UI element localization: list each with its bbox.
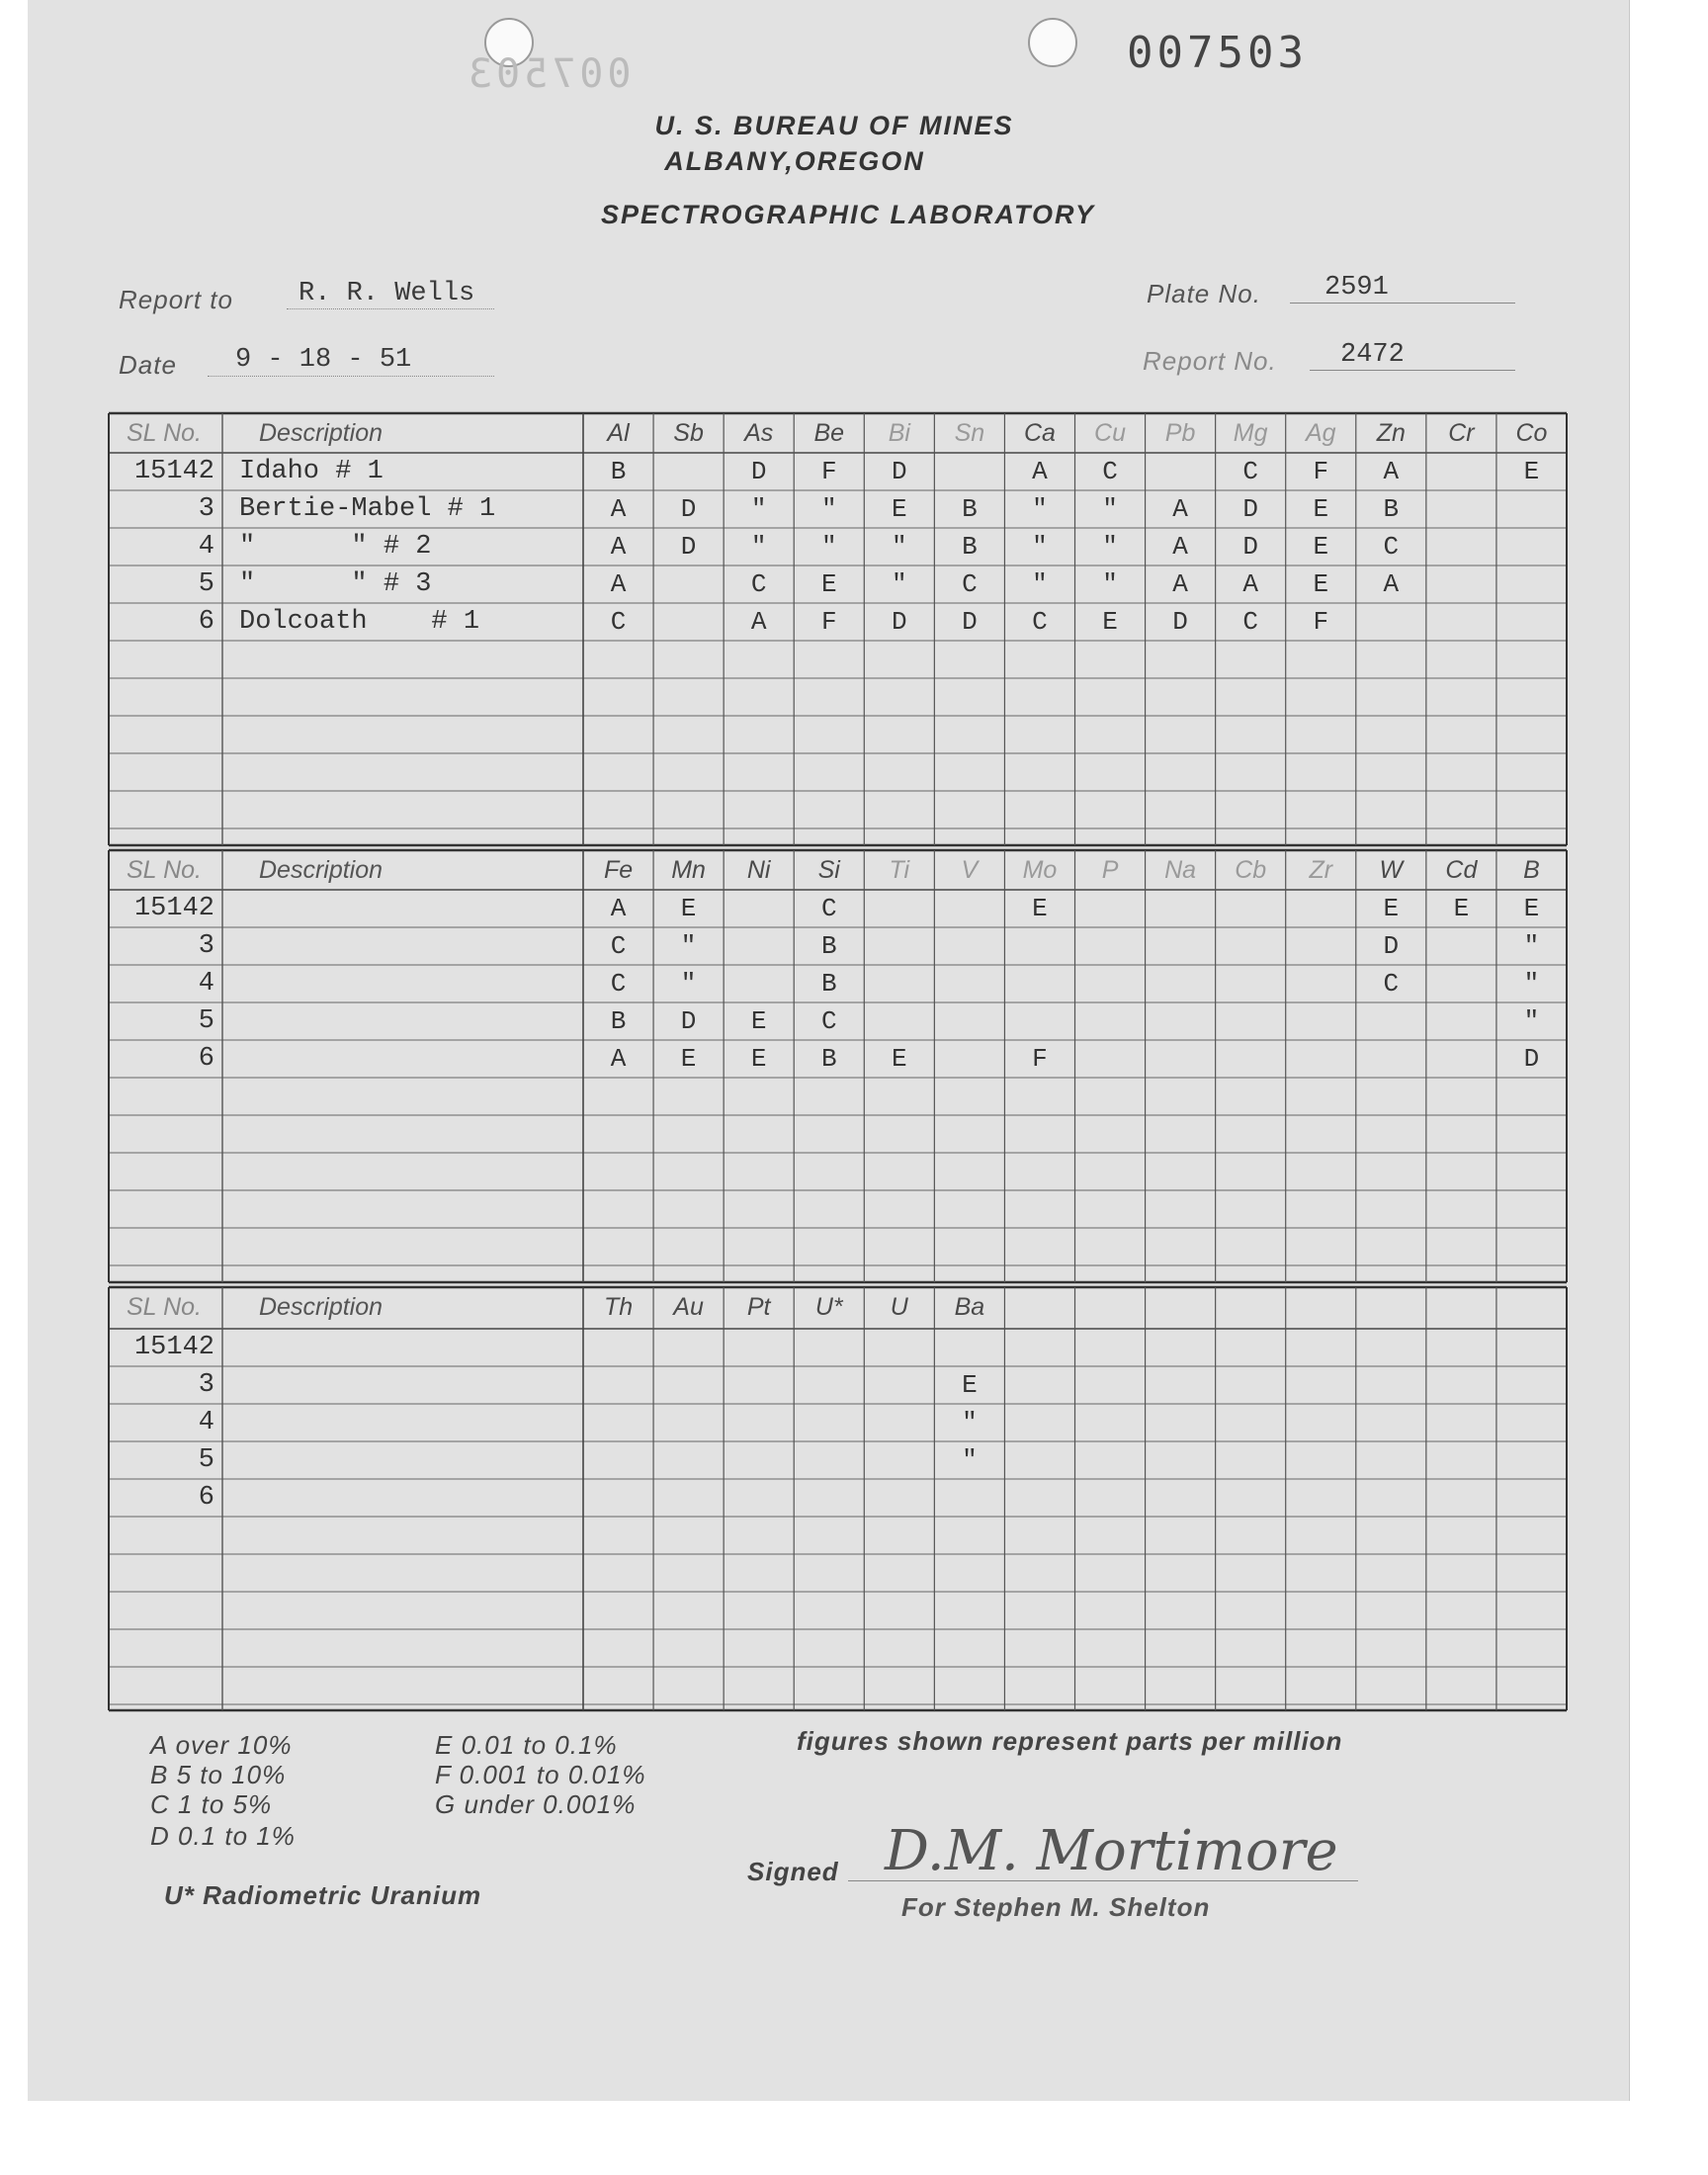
element-header-w: W: [1379, 856, 1404, 884]
table-cell: C: [750, 569, 767, 599]
element-header-cd: Cd: [1445, 856, 1478, 884]
plate-no-value: 2591: [1324, 273, 1389, 303]
table-cell: D: [750, 457, 767, 486]
sample-description: " " # 3: [239, 569, 432, 599]
element-header-mo: Mo: [1022, 856, 1058, 884]
table-cell: E: [1102, 607, 1118, 637]
sample-number: 3: [198, 1370, 214, 1400]
table-cell: A: [1172, 569, 1188, 599]
sl-no-header: SL No.: [127, 1293, 202, 1321]
table-cell: C: [1242, 457, 1258, 486]
table-cell: A: [610, 1044, 627, 1074]
table-cell: D: [1172, 607, 1188, 637]
table-cell: A: [1383, 457, 1400, 486]
table-cell: D: [680, 1006, 697, 1036]
table-cell: ": [1032, 532, 1048, 562]
table-cell: A: [1172, 532, 1188, 562]
table-cell: D: [962, 607, 978, 637]
element-header-zr: Zr: [1309, 856, 1333, 884]
table-cell: D: [1242, 532, 1258, 562]
table-cell: B: [820, 1044, 837, 1074]
legend-g: G under 0.001%: [435, 1789, 637, 1819]
report-no-label: Report No.: [1143, 346, 1277, 376]
table-cell: ": [1523, 1006, 1540, 1036]
legend-a: A over 10%: [150, 1730, 293, 1760]
table-cell: ": [1032, 494, 1048, 524]
sample-number: 6: [198, 1483, 214, 1513]
table-cell: B: [820, 931, 837, 961]
date-value: 9 - 18 - 51: [235, 345, 412, 375]
table-cell: E: [1523, 894, 1540, 923]
table-cell: E: [750, 1044, 767, 1074]
table-cell: B: [962, 494, 978, 524]
element-header-ca: Ca: [1023, 419, 1056, 447]
element-header-au: Au: [673, 1293, 704, 1321]
table-cell: D: [1383, 931, 1400, 961]
table-cell: E: [820, 569, 837, 599]
sample-number: 15142: [133, 457, 214, 486]
sample-description: Bertie-Mabel # 1: [239, 494, 496, 524]
table-cell: F: [1313, 607, 1329, 637]
table-cell: B: [1383, 494, 1400, 524]
plate-no-label: Plate No.: [1147, 279, 1261, 308]
table-cell: F: [1032, 1044, 1048, 1074]
signed-for: For Stephen M. Shelton: [901, 1892, 1211, 1922]
table-cell: B: [820, 969, 837, 999]
table-cell: ": [680, 931, 697, 961]
element-header-sn: Sn: [954, 419, 985, 447]
bleed-through-number: 007503: [465, 51, 632, 97]
element-header-as: As: [744, 419, 774, 447]
table-cell: C: [1383, 969, 1400, 999]
table-cell: ": [892, 532, 907, 562]
document-number-stamp: 007503: [1127, 28, 1308, 78]
table-cell: E: [1453, 894, 1470, 923]
table-cell: ": [1032, 569, 1048, 599]
sample-description: Dolcoath # 1: [239, 607, 480, 637]
element-header-p: P: [1101, 856, 1119, 884]
sample-number: 15142: [133, 1333, 214, 1362]
sample-number: 3: [198, 931, 214, 961]
signature-line: [848, 1880, 1358, 1881]
table-cell: F: [820, 607, 837, 637]
table-cell: A: [1242, 569, 1258, 599]
report-to-label: Report to: [119, 285, 233, 314]
signed-label: Signed: [747, 1857, 839, 1886]
table-cell: ": [962, 1408, 978, 1437]
table-cell: B: [962, 532, 978, 562]
element-header-pb: Pb: [1164, 419, 1196, 447]
report-no-value: 2472: [1340, 340, 1405, 370]
table-cell: A: [610, 569, 627, 599]
table-cell: ": [1523, 931, 1540, 961]
table-cell: D: [1523, 1044, 1540, 1074]
table-cell: C: [1032, 607, 1048, 637]
table-cell: E: [892, 1044, 907, 1074]
table-cell: E: [1523, 457, 1540, 486]
table-cell: C: [1102, 457, 1118, 486]
table-cell: A: [1172, 494, 1188, 524]
table-cell: B: [610, 1006, 627, 1036]
header-laboratory: SPECTROGRAPHIC LABORATORY: [600, 200, 1096, 229]
sample-number: 15142: [133, 894, 214, 923]
element-header-th: Th: [603, 1293, 634, 1321]
legend-b: B 5 to 10%: [150, 1760, 287, 1789]
table-cell: D: [1242, 494, 1258, 524]
ppm-note: figures shown represent parts per million: [797, 1726, 1343, 1756]
header-bureau: U. S. BUREAU OF MINES: [654, 111, 1014, 140]
element-header-pt: Pt: [746, 1293, 771, 1321]
element-header-u: U: [890, 1293, 908, 1321]
table-cell: D: [680, 494, 697, 524]
element-header-be: Be: [813, 419, 845, 447]
report-to-value: R. R. Wells: [299, 279, 475, 308]
table-cell: E: [892, 494, 907, 524]
table-cell: C: [610, 607, 627, 637]
table-cell: ": [1523, 969, 1540, 999]
element-header-v: V: [961, 856, 979, 884]
table-cell: B: [610, 457, 627, 486]
table-cell: E: [1032, 894, 1048, 923]
table-cell: ": [1102, 494, 1118, 524]
element-header-cu: Cu: [1094, 419, 1127, 447]
table-cell: D: [892, 607, 907, 637]
table-cell: C: [610, 931, 627, 961]
sample-number: 5: [198, 1445, 214, 1475]
table-cell: C: [1242, 607, 1258, 637]
element-header-cr: Cr: [1448, 419, 1475, 447]
table-cell: E: [1383, 894, 1400, 923]
element-header-co: Co: [1515, 419, 1548, 447]
sample-number: 6: [198, 1044, 214, 1074]
table-cell: C: [820, 1006, 837, 1036]
sample-description: Idaho # 1: [239, 457, 384, 486]
sl-no-header: SL No.: [127, 856, 202, 884]
sample-number: 3: [198, 494, 214, 524]
table-cell: A: [610, 494, 627, 524]
element-header-ba: Ba: [954, 1293, 985, 1321]
table-cell: ": [680, 969, 697, 999]
table-cell: C: [820, 894, 837, 923]
table-cell: E: [1313, 532, 1329, 562]
element-header-si: Si: [817, 856, 840, 884]
sample-number: 5: [198, 1006, 214, 1036]
table-cell: D: [680, 532, 697, 562]
description-header: Description: [259, 419, 384, 447]
table-cell: C: [962, 569, 978, 599]
table-cell: A: [610, 894, 627, 923]
sample-number: 6: [198, 607, 214, 637]
table-cell: ": [1102, 532, 1118, 562]
table-cell: F: [820, 457, 837, 486]
element-header-ti: Ti: [889, 856, 910, 884]
element-header-zn: Zn: [1376, 419, 1406, 447]
table-cell: F: [1313, 457, 1329, 486]
table-cell: ": [820, 532, 837, 562]
table-cell: ": [750, 494, 767, 524]
element-header-mn: Mn: [671, 856, 706, 884]
table-cell: C: [1383, 532, 1400, 562]
date-label: Date: [119, 350, 177, 380]
table-cell: A: [1032, 457, 1048, 486]
table-cell: E: [680, 1044, 697, 1074]
legend-d: D 0.1 to 1%: [150, 1821, 296, 1851]
element-header-mg: Mg: [1233, 419, 1268, 447]
legend-c: C 1 to 5%: [150, 1789, 273, 1819]
element-header-sb: Sb: [673, 419, 704, 447]
table-cell: ": [892, 569, 907, 599]
table-cell: D: [892, 457, 907, 486]
table-cell: E: [680, 894, 697, 923]
element-header-al: Al: [607, 419, 630, 447]
table-cell: E: [750, 1006, 767, 1036]
sample-number: 5: [198, 569, 214, 599]
element-header-ni: Ni: [746, 856, 771, 884]
sample-number: 4: [198, 1408, 214, 1437]
description-header: Description: [259, 1293, 384, 1321]
element-header-fe: Fe: [603, 856, 634, 884]
sample-description: " " # 2: [239, 532, 432, 562]
element-header-na: Na: [1164, 856, 1197, 884]
table-cell: C: [610, 969, 627, 999]
element-header-cb: Cb: [1235, 856, 1267, 884]
header-location: ALBANY,OREGON: [664, 146, 925, 176]
radiometric-uranium-note: U* Radiometric Uranium: [164, 1880, 482, 1910]
sl-no-header: SL No.: [127, 419, 202, 447]
table-cell: ": [962, 1445, 978, 1475]
table-cell: E: [1313, 569, 1329, 599]
element-header-b: B: [1523, 856, 1540, 884]
signature: D.M. Mortimore: [885, 1819, 1338, 1883]
legend-f: F 0.001 to 0.01%: [435, 1760, 646, 1789]
table-cell: E: [962, 1370, 978, 1400]
table-cell: A: [1383, 569, 1400, 599]
table-cell: E: [1313, 494, 1329, 524]
element-header-bi: Bi: [888, 419, 910, 447]
table-cell: A: [750, 607, 767, 637]
table-cell: ": [1102, 569, 1118, 599]
legend-e: E 0.01 to 0.1%: [435, 1730, 618, 1760]
element-header-ag: Ag: [1305, 419, 1336, 447]
sample-number: 4: [198, 532, 214, 562]
table-cell: A: [610, 532, 627, 562]
element-header-u-star: U*: [814, 1293, 843, 1321]
sample-number: 4: [198, 969, 214, 999]
description-header: Description: [259, 856, 384, 884]
table-cell: ": [820, 494, 837, 524]
table-cell: ": [750, 532, 767, 562]
